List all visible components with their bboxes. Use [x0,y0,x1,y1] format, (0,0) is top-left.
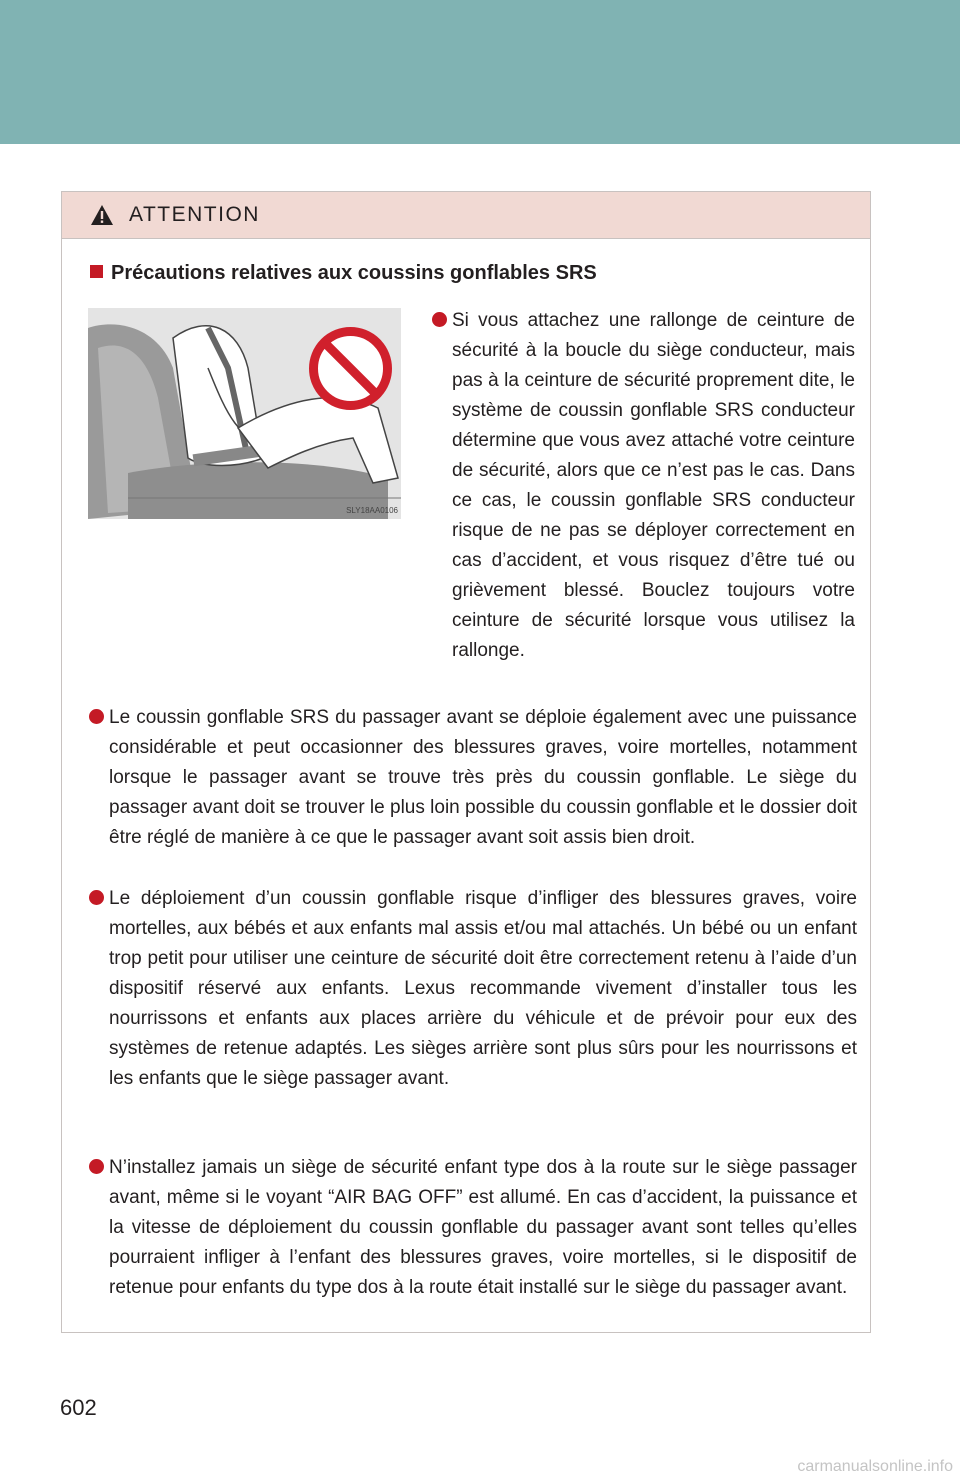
red-circle-bullet-icon [89,890,104,905]
red-circle-bullet-icon [89,1159,104,1174]
section-title-text: Précautions relatives aux coussins gonflables SRS [111,262,597,284]
red-circle-bullet-icon [89,709,104,724]
red-square-bullet-icon [90,265,103,278]
attention-box [61,191,871,1333]
warning-triangle-icon [90,204,114,226]
attention-title: ATTENTION [129,203,260,226]
prohibition-sign-icon [308,326,393,411]
list-item-text: Si vous attachez une rallonge de ceinture de sécurité à la boucle du siège conducteur, mais pas à la ceinture de sécurité proprement dite, le système de coussin gonflable SRS conducteur détermine que vous avez attaché votre ceinture de sécurité, alors que ce n’est pas le cas. Dans ce cas, le coussin gonflable SRS conducteur risque de ne pas se déployer correctement en cas d’accident, et vous risquez d’être tué ou grièvement blessé. Bouclez toujours votre ceinture de sécurité lorsque vous utilisez la rallonge. [452,310,855,661]
top-color-band [0,0,960,144]
list-item-text: Le déploiement d’un coussin gonflable risque d’infliger des blessures graves, voire mortelles, aux bébés et aux enfants mal assis et/ou mal attachés. Un bébé ou un enfant trop petit pour utiliser une ceinture de sécurité doit être correctement retenu à l’aide d’un dispositif réservé aux enfants. Lexus recommande vivement d’installer tous les nourrissons et enfants aux places arrière du véhicule et de prévoir pour eux des systèmes de retenue adaptés. Les sièges arrière sont plus sûrs pour les nourrissons et les enfants que le siège passager avant. [109,888,857,1089]
section-title [90,262,597,285]
list-item [109,884,857,1094]
list-item-text: N’installez jamais un siège de sécurité enfant type dos à la route sur le siège passager avant, même si le voyant “AIR BAG OFF” est allumé. En cas d’accident, la puissance et la vitesse de déploiement du coussin gonflable du passager avant sont telles qu’elles pourraient infliger à l’enfant des blessures graves, voire mortelles, si le dispositif de retenue pour enfants du type dos à la route était installé sur le siège du passager avant. [109,1157,857,1298]
watermark: carmanualsonline.info [797,1458,953,1475]
list-item [109,1153,857,1303]
illustration-code: SLY18AA0106 [346,506,398,515]
seat-belt-illustration [88,308,401,519]
page-number: 602 [60,1395,97,1420]
red-circle-bullet-icon [432,312,447,327]
list-item-text: Le coussin gonflable SRS du passager avant se déploie également avec une puissance considérable et peut occasionner des blessures graves, voire mortelles, notamment lorsque le passager avant se trouve très près du coussin gonflable. Le siège du passager avant doit se trouver le plus loin possible du coussin gonflable et le dossier doit être réglé de manière à ce que le passager avant soit assis bien droit. [109,707,857,848]
attention-header [62,192,870,239]
list-item [109,703,857,853]
list-item [452,306,855,666]
